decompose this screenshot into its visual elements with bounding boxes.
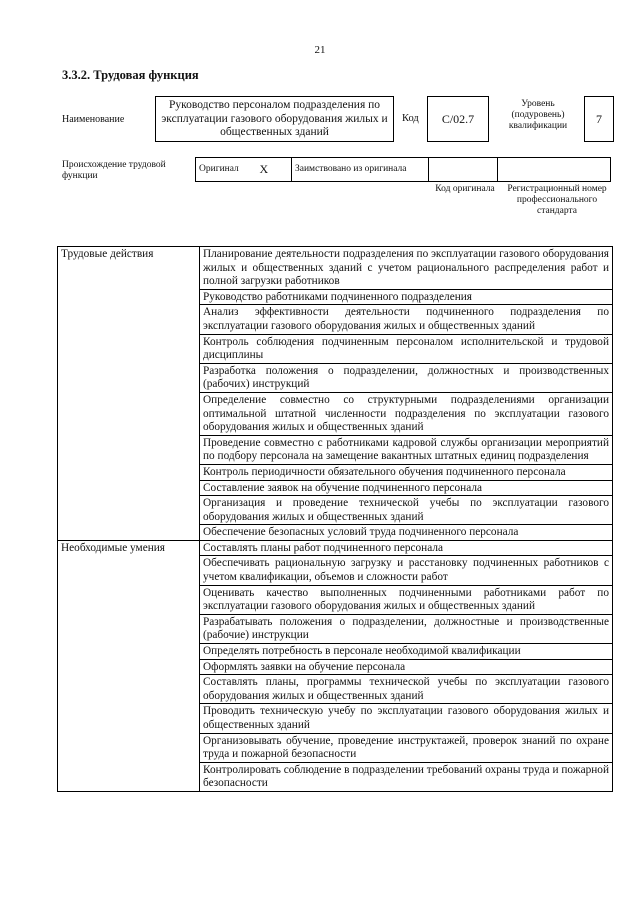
reg-number-cell — [498, 158, 611, 182]
skill-item: Обеспечивать рациональную загрузку и расстановку подчиненных работников с учетом квалификации, объемов и сложности работ — [200, 556, 613, 585]
function-name: Руководство персоналом подразделения по эксплуатации газового оборудования жилых и общественных зданий — [161, 99, 388, 138]
labor-action-item: Проведение совместно с работниками кадровой службы организации мероприятий по подбору персонала на замещение вакантных штатных единиц подразделения — [200, 435, 613, 464]
labor-action-item: Контроль соблюдения подчиненным персоналом исполнительской и трудовой дисциплины — [200, 334, 613, 363]
borrowed-label: Заимствовано из оригинала — [292, 158, 429, 182]
skill-item: Оформлять заявки на обучение персонала — [200, 659, 613, 675]
original-label: Оригинал — [196, 158, 257, 182]
reg-number-label: Регистрационный номер профессионального стандарта — [507, 184, 607, 216]
code-label: Код — [402, 113, 419, 124]
code-original-cell — [429, 158, 498, 182]
labor-action-item: Руководство работниками подчиненного подразделения — [200, 289, 613, 305]
table-row — [58, 540, 613, 556]
labor-action-item: Определение совместно со структурными подразделениями организации оптимальной штатной численности подразделения по эксплуатации газового оборудования жилых и общественных зданий — [200, 392, 613, 435]
skill-item: Составлять планы, программы технической учебы по эксплуатации газового оборудования жилых и общественных зданий — [200, 675, 613, 704]
labor-action-item: Организация и проведение технической учебы по эксплуатации газового оборудования жилых и общественных зданий — [200, 496, 613, 525]
labor-action-item: Разработка положения о подразделении, должностных и производственных (рабочих) инструкций — [200, 363, 613, 392]
labor-action-item: Обеспечение безопасных условий труда подчиненного персонала — [200, 525, 613, 541]
function-name-box — [155, 96, 394, 142]
name-label: Наименование — [62, 114, 125, 125]
code-value: С/02.7 — [441, 111, 475, 126]
level-label: Уровень (подуровень) квалификации — [508, 99, 568, 131]
skill-item: Составлять планы работ подчиненного персонала — [200, 540, 613, 556]
code-original-label: Код оригинала — [435, 184, 495, 194]
origin-table — [195, 157, 611, 182]
skill-item: Организовывать обучение, проведение инструктажей, проверок знаний по охране труда и пожарной безопасности — [200, 733, 613, 762]
skill-item: Оценивать качество выполненных подчиненными работниками работ по эксплуатации газового оборудования жилых и общественных зданий — [200, 585, 613, 614]
section-title: 3.3.2. Трудовая функция — [62, 68, 199, 82]
function-table — [57, 246, 613, 792]
skill-item: Контролировать соблюдение в подразделении требований охраны труда и пожарной безопасности — [200, 762, 613, 791]
labor-action-item: Контроль периодичности обязательного обучения подчиненного персонала — [200, 464, 613, 480]
table-row — [58, 247, 613, 290]
origin-label: Происхождение трудовой функции — [62, 160, 166, 181]
code-value-box — [427, 96, 489, 142]
labor-action-item: Планирование деятельности подразделения по эксплуатации газового оборудования жилых и общественных зданий с учетом рационального распределения работ и полной загрузки работников — [200, 247, 613, 290]
original-mark: Х — [257, 158, 292, 182]
skill-item: Разрабатывать положения о подразделении, должностные и производственные (рабочие) инструкции — [200, 614, 613, 643]
skills-label: Необходимые умения — [58, 540, 200, 791]
labor-action-item: Анализ эффективности деятельности подчиненного подразделения по эксплуатации газового оборудования жилых и общественных зданий — [200, 305, 613, 334]
labor-actions-label: Трудовые действия — [58, 247, 200, 541]
level-value-box — [584, 96, 614, 142]
skill-item: Проводить техническую учебу по эксплуатации газового оборудования жилых и общественных зданий — [200, 704, 613, 733]
skill-item: Определять потребность в персонале необходимой квалификации — [200, 644, 613, 660]
level-value: 7 — [596, 111, 602, 126]
labor-action-item: Составление заявок на обучение подчиненного персонала — [200, 480, 613, 496]
page-number: 21 — [314, 44, 326, 56]
